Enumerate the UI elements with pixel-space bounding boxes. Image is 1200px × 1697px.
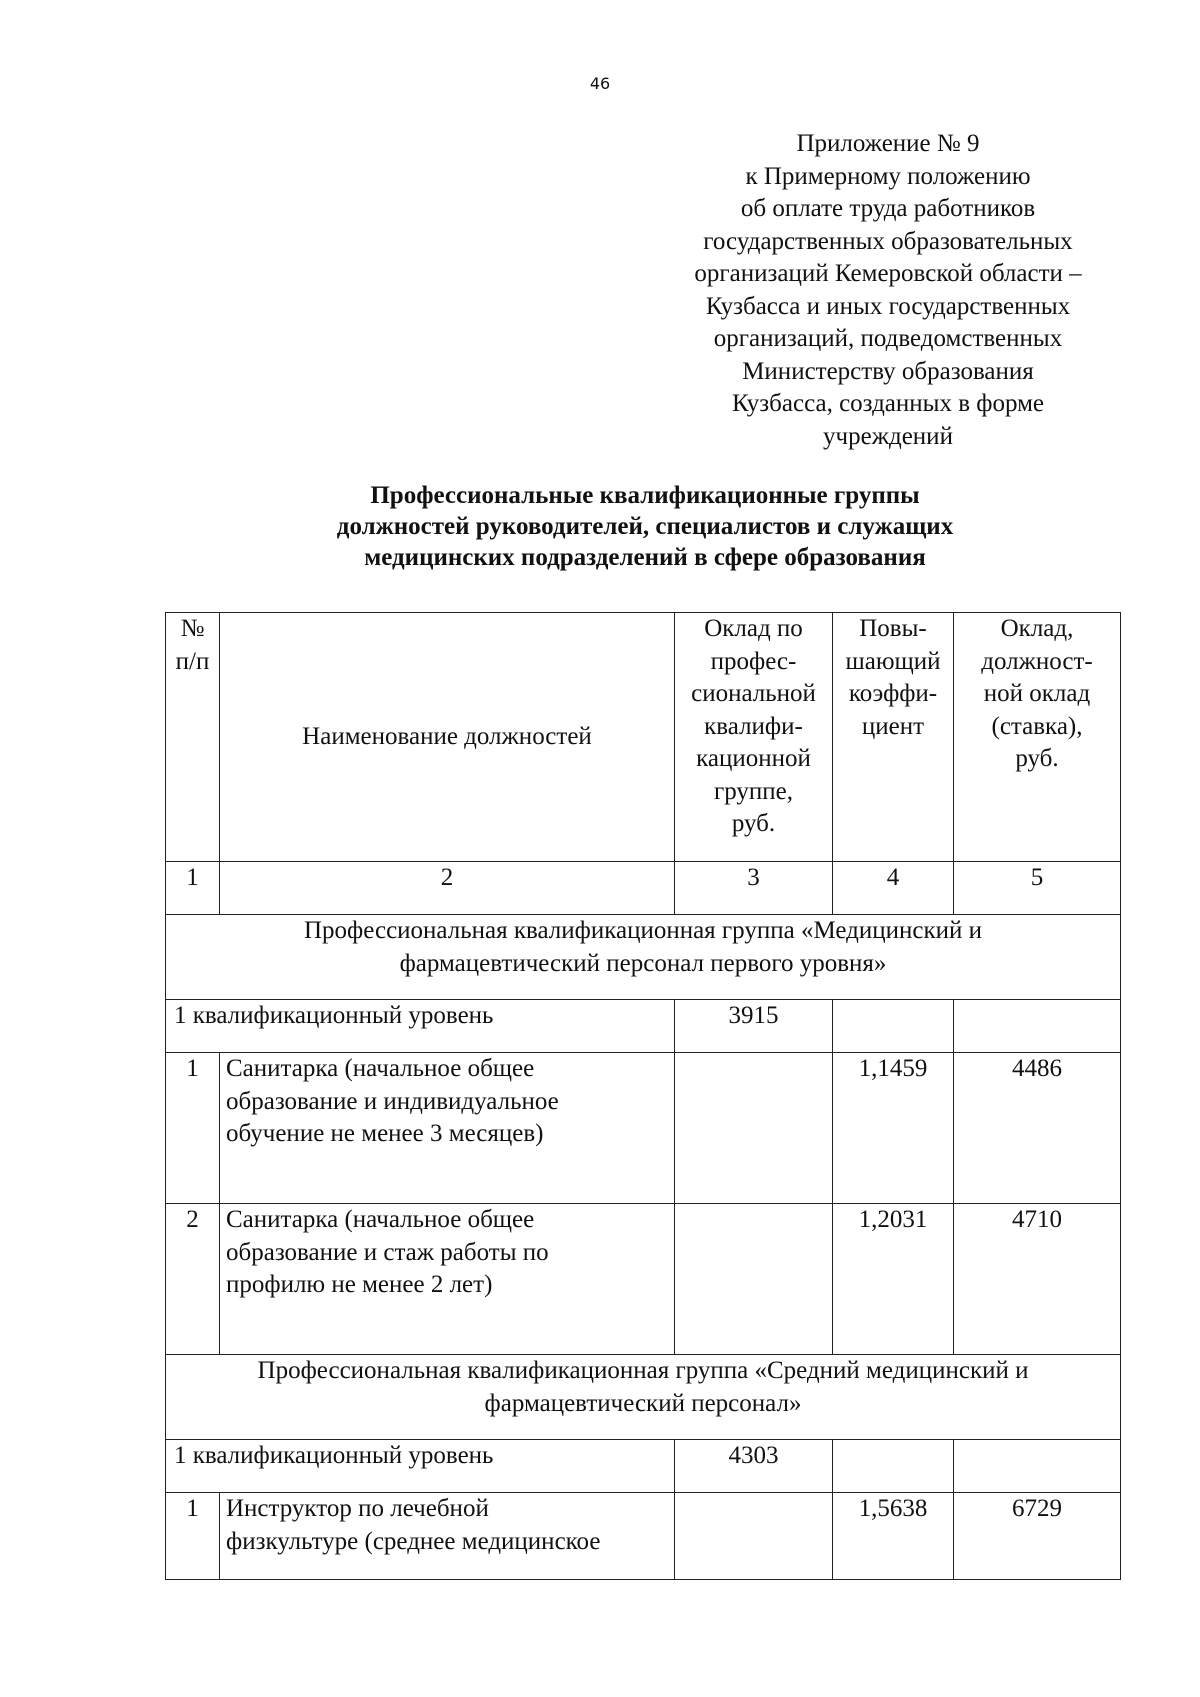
column-number: 1 xyxy=(166,862,220,915)
empty-cell xyxy=(675,1493,833,1580)
position-name: Санитарка (начальное общее образование и стаж работы по профилю не менее 2 лет) xyxy=(220,1204,675,1355)
row-number: 1 xyxy=(166,1493,220,1580)
empty-cell xyxy=(954,1440,1121,1493)
qualification-level-row xyxy=(166,1000,1121,1053)
title-line: Профессиональные квалификационные группы xyxy=(370,482,920,509)
position-name: Санитарка (начальное общее образование и индивидуальное обучение не менее 3 месяцев) xyxy=(220,1053,675,1204)
coefficient-value: 1,2031 xyxy=(833,1204,954,1355)
appendix-line: Кузбасса, созданных в форме xyxy=(731,390,1044,417)
appendix-line: Кузбасса и иных государственных xyxy=(705,292,1071,320)
table-header-row xyxy=(166,613,1121,862)
group-salary-value: 4303 xyxy=(675,1440,833,1493)
group-salary-value: 3915 xyxy=(675,1000,833,1053)
appendix-line: учреждений xyxy=(823,422,953,450)
table-row xyxy=(166,1053,1121,1204)
empty-cell xyxy=(833,1440,954,1493)
table-row xyxy=(166,1204,1121,1355)
appendix-line: Министерству образования xyxy=(742,357,1034,385)
column-number: 2 xyxy=(220,862,675,915)
appendix-line: государственных образовательных xyxy=(703,227,1073,255)
coefficient-value: 1,5638 xyxy=(833,1493,954,1580)
appendix-line: Приложение № 9 xyxy=(796,130,980,157)
group-title-row xyxy=(166,1355,1121,1440)
title-line: медицинских подразделений в сфере образования xyxy=(364,544,926,571)
row-number: 2 xyxy=(166,1204,220,1355)
empty-cell xyxy=(675,1053,833,1204)
header-cell-salary: Оклад, должност- ной оклад (ставка), руб. xyxy=(954,613,1121,862)
header-cell-coefficient: Повы- шающий коэффи- циент xyxy=(833,613,954,862)
salary-value: 6729 xyxy=(954,1493,1121,1580)
empty-cell xyxy=(833,1000,954,1053)
row-number: 1 xyxy=(166,1053,220,1204)
column-number: 3 xyxy=(675,862,833,915)
group-title: Профессиональная квалификационная группа «Средний медицинский и фармацевтический персонал» xyxy=(166,1355,1121,1440)
appendix-line: организаций Кемеровской области – xyxy=(694,260,1082,287)
group-title-row xyxy=(166,915,1121,1000)
title-line: должностей руководителей, специалистов и служащих xyxy=(336,513,954,540)
qualification-level-label: 1 квалификационный уровень xyxy=(166,1440,675,1493)
appendix-line: об оплате труда работников xyxy=(740,195,1036,222)
appendix-line: к Примерному положению xyxy=(745,162,1031,190)
qualification-level-label: 1 квалификационный уровень xyxy=(166,1000,675,1053)
empty-cell xyxy=(675,1204,833,1355)
salary-value: 4486 xyxy=(954,1053,1121,1204)
header-cell-number: № п/п xyxy=(166,613,220,862)
empty-cell xyxy=(954,1000,1121,1053)
salary-table xyxy=(165,612,1121,1580)
appendix-header xyxy=(658,128,1118,453)
position-name: Инструктор по лечебной физкультуре (среднее медицинское xyxy=(220,1493,675,1580)
qualification-level-row xyxy=(166,1440,1121,1493)
header-cell-position-name: Наименование должностей xyxy=(220,613,675,862)
column-number-row xyxy=(166,862,1121,915)
coefficient-value: 1,1459 xyxy=(833,1053,954,1204)
salary-value: 4710 xyxy=(954,1204,1121,1355)
header-cell-group-salary: Оклад по профес- сиональной квалифи- кационной группе, руб. xyxy=(675,613,833,862)
appendix-line: организаций, подведомственных xyxy=(713,325,1063,352)
group-title: Профессиональная квалификационная группа «Медицинский и фармацевтический персонал первого уровня» xyxy=(166,915,1121,1000)
table-row xyxy=(166,1493,1121,1580)
page-number: 46 xyxy=(589,74,611,93)
document-title xyxy=(120,480,1170,573)
column-number: 5 xyxy=(954,862,1121,915)
column-number: 4 xyxy=(833,862,954,915)
